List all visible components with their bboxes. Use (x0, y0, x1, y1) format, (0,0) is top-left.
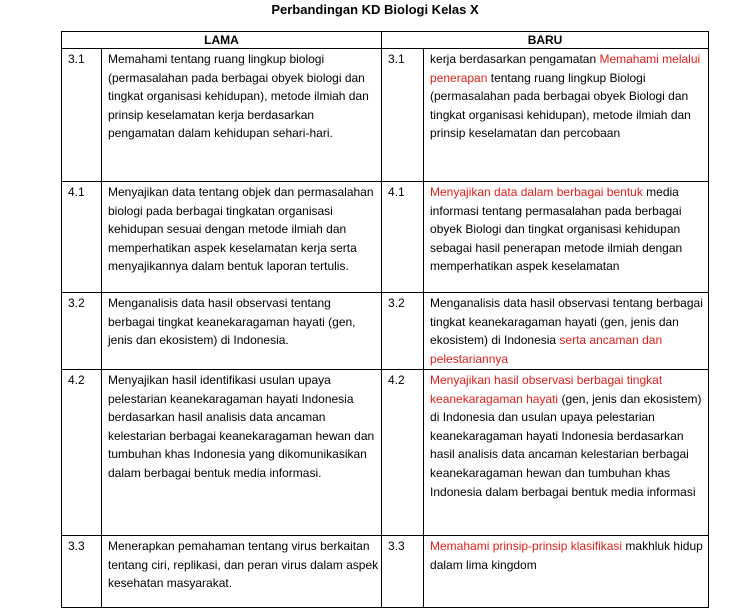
new-kd-text-plain: media informasi tentang permasalahan pada berbagai obyek Biologi dan tingkat organisasi kehidupan sebagai hasil penerapan metode ilmiah dengan memperhatikan aspek keselamatan (430, 185, 683, 274)
header-baru: BARU (382, 32, 709, 49)
header-lama: LAMA (62, 32, 382, 49)
new-kd-text-plain: tentang ruang lingkup Biologi (permasalahan pada berbagai obyek Biologi dan tingkat organisasi kehidupan), metode ilmiah dan prinsip keselamatan dan percobaan (430, 70, 691, 141)
new-kd-number: 3.2 (382, 293, 424, 370)
new-kd-number: 3.1 (382, 49, 424, 182)
old-kd-text: Menganalisis data hasil observasi tentang berbagai tingkat keanekaragaman hayati (gen, jenis dan ekosistem) di Indonesia. (102, 293, 382, 370)
new-kd-text-changed: Memahami melalui penerapan (430, 52, 701, 85)
old-kd-text: Menyajikan data tentang objek dan permasalahan biologi pada berbagai tingkatan organisasi kehidupan sesuai dengan metode ilmiah dan memperhatikan aspek keselamatan kerja serta menyajikannya dalam bentuk laporan tertulis. (102, 182, 382, 293)
old-kd-number: 3.1 (62, 49, 102, 182)
old-kd-text: Menyajikan hasil identifikasi usulan upaya pelestarian keanekaragaman hayati Indonesia berdasarkan hasil analisis data ancaman kelestarian berbagai keanekaragaman hewan dan tumbuhan khas Indonesia yang dikomunikasikan dalam berbagai bentuk media informasi. (102, 370, 382, 536)
new-kd-text-changed: Memahami prinsip-prinsip klasifikasi (430, 539, 623, 553)
new-kd-text-plain: makhluk hidup dalam lima kingdom (430, 539, 703, 572)
table-row (62, 49, 709, 182)
new-kd-number: 4.2 (382, 370, 424, 536)
new-kd-text (424, 182, 709, 293)
new-kd-text (424, 370, 709, 536)
new-kd-text-changed: Menyajikan data dalam berbagai bentuk (430, 185, 643, 199)
new-kd-text (424, 536, 709, 608)
old-kd-number: 3.3 (62, 536, 102, 608)
table-row (62, 182, 709, 293)
new-kd-text-plain: Menganalisis data hasil observasi tentang berbagai tingkat keanekaragaman hayati (gen, jenis dan ekosistem) di Indonesia (430, 296, 703, 348)
new-kd-text (424, 293, 709, 370)
table-row (62, 293, 709, 370)
header-row (62, 32, 709, 49)
table-row (62, 370, 709, 536)
old-kd-number: 4.1 (62, 182, 102, 293)
kd-comparison-table (61, 31, 709, 608)
new-kd-text-changed: serta ancaman dan pelestariannya (430, 333, 663, 366)
table-row (62, 536, 709, 608)
old-kd-number: 4.2 (62, 370, 102, 536)
new-kd-text (424, 49, 709, 182)
old-kd-text: Memahami tentang ruang lingkup biologi (permasalahan pada berbagai obyek biologi dan tingkat organisasi kehidupan), metode ilmiah dan prinsip keselamatan kerja berdasarkan pengamatan dalam kehidupan sehari-hari. (102, 49, 382, 182)
new-kd-number: 3.3 (382, 536, 424, 608)
old-kd-number: 3.2 (62, 293, 102, 370)
old-kd-text: Menerapkan pemahaman tentang virus berkaitan tentang ciri, replikasi, dan peran virus dalam aspek kesehatan masyarakat. (102, 536, 382, 608)
document-title: Perbandingan KD Biologi Kelas X (271, 2, 479, 17)
new-kd-text-plain: (gen, jenis dan ekosistem) di Indonesia dan usulan upaya pelestarian keanekaragaman hayati Indonesia berdasarkan hasil analisis data ancaman kelestarian berbagai keanekaragaman hewan dan tumbuhan khas Indonesia dalam berbagai bentuk media informasi (430, 391, 702, 499)
new-kd-text-plain: kerja berdasarkan pengamatan (430, 52, 600, 66)
new-kd-text-changed: Menyajikan hasil observasi berbagai tingkat keanekaragaman hayati (430, 373, 663, 406)
new-kd-number: 4.1 (382, 182, 424, 293)
